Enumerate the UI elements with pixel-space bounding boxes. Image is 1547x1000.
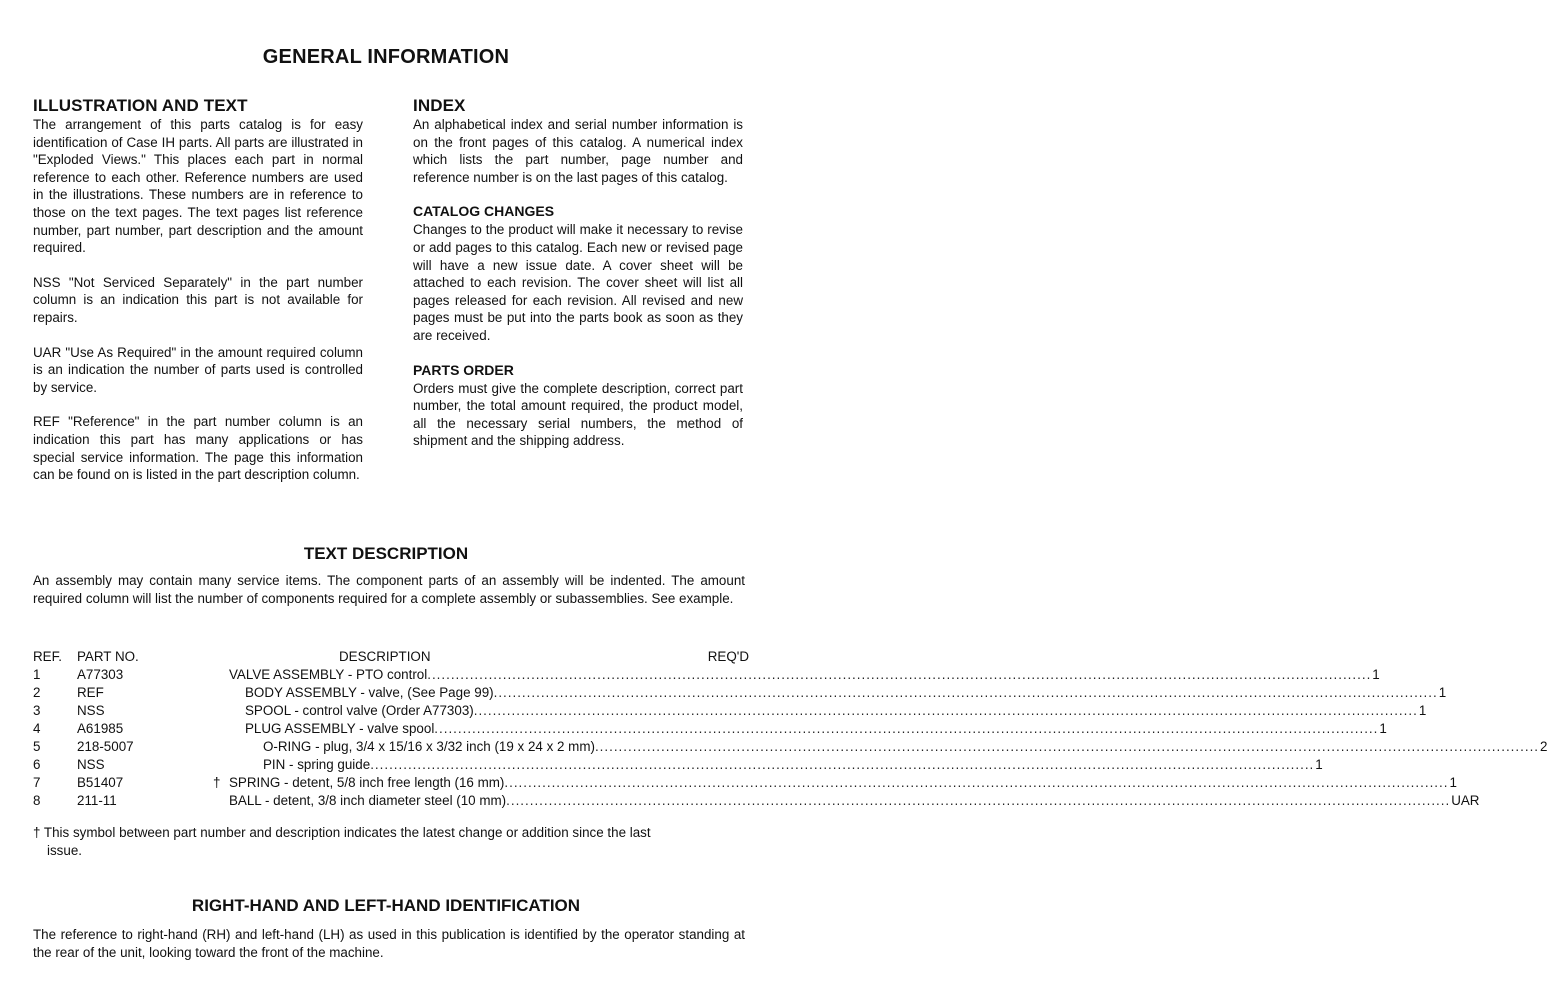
row-description-text: VALVE ASSEMBLY - PTO control (229, 667, 428, 682)
row-description (263, 738, 1547, 756)
rh-lh-body: The reference to right-hand (RH) and left-hand (LH) as used in this publication is identified by the operator standing at the rear of the unit, looking toward the front of the machine. (33, 927, 745, 960)
row-description-text: SPRING - detent, 5/8 inch free length (16 mm) (229, 775, 505, 790)
row-description (229, 792, 1480, 810)
row-description (245, 720, 1387, 738)
row-ref: 2 (33, 685, 41, 700)
row-description (263, 756, 1323, 774)
row-part-no: 211-11 (77, 793, 117, 808)
row-part-no: NSS (77, 757, 105, 772)
table-row (33, 792, 1480, 810)
row-qty: 2 (1540, 739, 1547, 754)
text-description-heading: TEXT DESCRIPTION (303, 544, 469, 563)
header-ref: REF. (33, 649, 63, 664)
row-qty: 1 (1315, 757, 1323, 772)
row-ref: 4 (33, 721, 41, 736)
row-part-no: A77303 (77, 667, 124, 682)
row-description (229, 666, 1380, 684)
parts-rows (33, 666, 1547, 810)
row-part-no: B51407 (77, 775, 124, 790)
row-qty: 1 (1372, 667, 1380, 682)
row-ref: 5 (33, 739, 41, 754)
parts-order-heading: PARTS ORDER (413, 361, 514, 378)
row-ref: 7 (33, 775, 41, 790)
dagger-mark: † (213, 775, 221, 790)
footnote-line-1: † This symbol between part number and description indicates the latest change or addition since the last (33, 825, 651, 840)
row-description-text: PLUG ASSEMBLY - valve spool (245, 721, 435, 736)
index-heading: INDEX (413, 96, 466, 115)
footnote-line-2: issue. (47, 843, 82, 858)
leader-dots: ........................................................................................................................................................................................................ (434, 721, 1379, 736)
header-description: DESCRIPTION (339, 649, 431, 664)
page-title: GENERAL INFORMATION (262, 46, 510, 68)
row-qty: 1 (1379, 721, 1387, 736)
rh-lh-heading: RIGHT-HAND AND LEFT-HAND IDENTIFICATION (191, 896, 581, 915)
leader-dots: ........................................................................................................................................................................................................ (506, 793, 1451, 808)
table-row (33, 666, 1380, 684)
row-description-text: O-RING - plug, 3/4 x 15/16 x 3/32 inch (19 x 24 x 2 mm) (263, 739, 595, 754)
row-ref: 1 (33, 667, 41, 682)
nss-paragraph: NSS "Not Serviced Separately" in the part number column is an indication this part is not available for repairs. (33, 274, 363, 325)
row-description-text: BODY ASSEMBLY - valve, (See Page 99) (245, 685, 494, 700)
row-description (229, 774, 1457, 792)
row-description-text: SPOOL - control valve (Order A77303) (245, 703, 474, 718)
leader-dots: ........................................................................................................................................................................................................ (493, 685, 1438, 700)
catalog-changes-heading: CATALOG CHANGES (413, 203, 555, 220)
row-description (245, 702, 1427, 720)
footnote (33, 824, 747, 860)
parts-order-body: Orders must give the complete description, correct part number, the total amount required, the product model, all the necessary serial numbers, the method of shipment and the shipping address. (413, 380, 743, 449)
uar-paragraph: UAR "Use As Required" in the amount required column is an indication the number of parts used is controlled by service. (33, 344, 363, 395)
row-part-no: NSS (77, 703, 105, 718)
table-row (33, 756, 1323, 774)
index-body: An alphabetical index and serial number information is on the front pages of this catalog. A numerical index which lists the part number, page number and reference number is on the last pages of this catalog. (413, 117, 743, 185)
leader-dots: ........................................................................................................................................................................................................ (594, 739, 1540, 754)
catalog-changes-body: Changes to the product will make it necessary to revise or add pages to this catalog. Each new or revised page will have a new issue date. A cover sheet will be attached to each revision. The cover sheet will list all pages released for each revision. All revised and new pages must be put into the parts book as soon as they are received. (413, 222, 743, 343)
row-part-no: A61985 (77, 721, 124, 736)
leader-dots: ........................................................................................................................................................................................................ (370, 757, 1315, 772)
row-description (245, 684, 1447, 702)
left-column (33, 96, 363, 484)
row-ref: 6 (33, 757, 41, 772)
table-row (33, 684, 1447, 702)
illustration-body: The arrangement of this parts catalog is for easy identification of Case IH parts. All parts are illustrated in "Exploded Views." This places each part in normal reference to each other. Reference numbers are used in the illustrations. These numbers are in reference to those on the text pages. The text pages list reference number, part number, part description and the amount required. (33, 117, 363, 256)
table-row (33, 720, 1387, 738)
row-description-text: PIN - spring guide (263, 757, 371, 772)
parts-table-header (33, 648, 749, 666)
row-ref: 8 (33, 793, 41, 808)
row-qty: 1 (1438, 685, 1447, 700)
row-ref: 3 (33, 703, 41, 718)
row-part-no: 218-5007 (77, 739, 134, 754)
row-qty: 1 (1449, 775, 1457, 790)
row-qty: UAR (1451, 793, 1480, 808)
table-row (33, 774, 1457, 792)
row-qty: 1 (1418, 703, 1427, 718)
right-column (413, 96, 743, 450)
row-description-text: BALL - detent, 3/8 inch diameter steel (10 mm) (229, 793, 507, 808)
leader-dots: ........................................................................................................................................................................................................ (504, 775, 1449, 790)
table-row (33, 702, 1427, 720)
ref-paragraph: REF "Reference" in the part number column is an indication this part has many applications or has special service information. The page this information can be found on is listed in the part description column. (33, 414, 363, 483)
header-reqd: REQ'D (707, 649, 749, 664)
text-description-body: An assembly may contain many service items. The component parts of an assembly will be indented. The amount required column will list the number of components required for a complete assembly or subassemblies. See example. (33, 573, 745, 606)
leader-dots: ........................................................................................................................................................................................................ (427, 667, 1372, 682)
illustration-heading: ILLUSTRATION AND TEXT (33, 96, 248, 115)
table-row (33, 738, 1547, 756)
row-part-no: REF (77, 685, 104, 700)
parts-table (33, 648, 1547, 810)
header-part-no: PART NO. (77, 649, 139, 664)
leader-dots: ........................................................................................................................................................................................................ (473, 703, 1418, 718)
